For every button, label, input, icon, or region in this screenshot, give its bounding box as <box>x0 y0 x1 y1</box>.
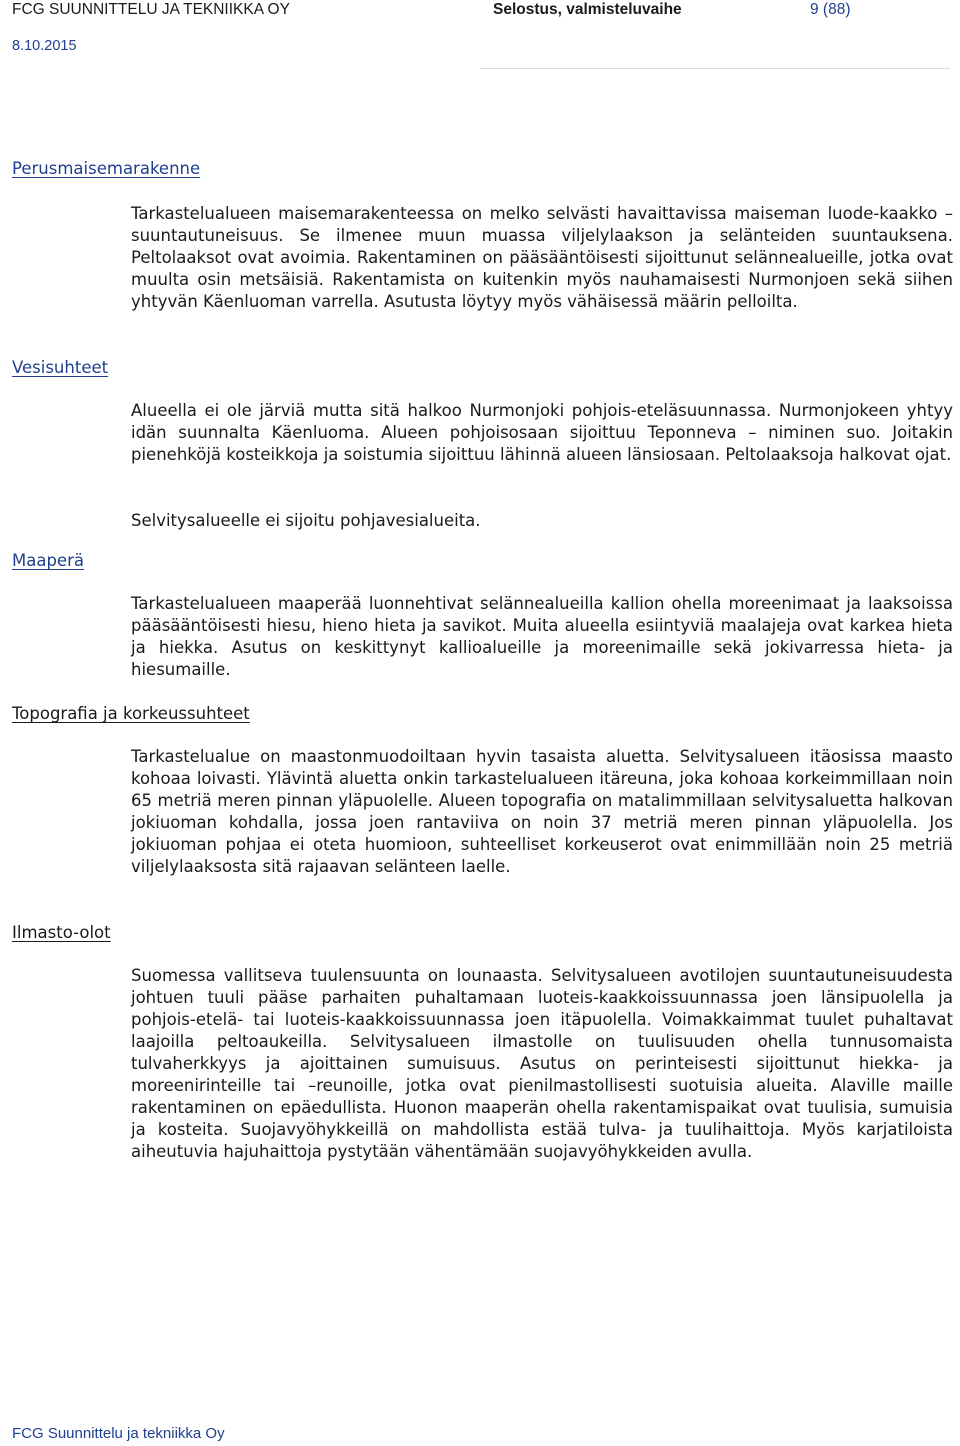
section-heading-maapera: Maaperä <box>12 551 84 570</box>
header-company: FCG SUUNNITTELU JA TEKNIIKKA OY <box>12 1 290 18</box>
header-divider <box>480 68 950 69</box>
section-heading-ilmasto-olot: Ilmasto-olot <box>12 923 111 942</box>
paragraph-ilmasto-olot: Suomessa vallitseva tuulensuunta on lounaasta. Selvitysalueen avotilojen suuntautuneisuudesta johtuen tuuli pääse parhaiten puhaltamaan luoteis-kaakkoissuunnassa joen länsipuolella ja pohjois-etelä- tai luoteis-kaakkoissuunnassa joen itäpuolella. Voimakkaimmat tuulet puhaltavat laajoilla peltoaukeilla. Selvitysalueen ilmastolle on tuulisuuden ohella tunnusomaista tulvaherkkyys ja ajoittainen sumuisuus. Asutus on perinteisesti sijoittunut hiekka- ja moreenirinteille tai –reunoille, jotka ovat pienilmastollisesti suotuisia alueita. Alaville maille rakentaminen on epäedullista. Huonon maaperän ohella rakentamispaikat ovat tuulisia, sumuisia ja kosteita. Suojavyöhykkeillä on mahdollista estää tulva- ja tuulihaittoja. Myös karjatiloista aiheutuvia hajuhaittoja pystytään vähentämään suojavyöhykkeiden avulla. <box>131 966 953 1161</box>
header-date: 8.10.2015 <box>12 38 77 54</box>
footer-company: FCG Suunnittelu ja tekniikka Oy <box>12 1425 225 1442</box>
paragraph-topografia: Tarkastelualue on maastonmuodoiltaan hyvin tasaista aluetta. Selvitysalueen itäosissa maasto kohoaa loivasti. Ylävintä aluetta onkin tarkastelualueen itäreuna, joka kohoaa korkeimmillaan noin 65 metriä meren pinnan yläpuolelle. Alueen topografia on matalimmillaan selvitysaluetta halkovan jokiuoman kohdalla, jossa joen rantaviiva on noin 37 metriä meren pinnan yläpuolella. Jos jokiuoman pohjaa ei oteta huomioon, suhteelliset korkeuserot ovat enimmillään noin 25 metriä viljelylaaksosta sitä rajaavan selänteen laelle. <box>131 747 953 876</box>
paragraph-perusmaisemarakenne: Tarkastelualueen maisemarakenteessa on melko selvästi havaittavissa maiseman luode-kaakko –suuntautuneisuus. Se ilmenee muun muassa viljelylaakson ja selänteiden suuntauksena. Peltolaaksot ovat avoimia. Rakentaminen on pääsääntöisesti sijoittunut selännealueille, jotka ovat muulta osin metsäisiä. Rakentamista on kuitenkin myös nauhamaisesti Nurmonjoen sekä siihen yhtyvän Käenluoman varrella. Asutusta löytyy myös vähäisessä määrin pelloilta. <box>131 204 953 311</box>
header-page-number: 9 (88) <box>810 1 851 18</box>
section-heading-vesisuhteet: Vesisuhteet <box>12 358 109 377</box>
paragraph-vesisuhteet-2: Selvitysalueelle ei sijoitu pohjavesialueita. <box>131 511 481 530</box>
paragraph-vesisuhteet-1: Alueella ei ole järviä mutta sitä halkoo Nurmonjoki pohjois-eteläsuunnassa. Nurmonjokeen yhtyy idän suunnalta Käenluoma. Alueen pohjoisosaan sijoittuu Teponneva – niminen suo. Joitakin pienehköjä kosteikkoja ja soistumia sijoittuu lähinnä alueen länsiosaan. Peltolaaksoja halkovat ojat. <box>131 401 953 464</box>
section-heading-perusmaisemarakenne: Perusmaisemarakenne <box>12 159 201 178</box>
header-document-title: Selostus, valmisteluvaihe <box>493 1 682 18</box>
paragraph-maapera: Tarkastelualueen maaperää luonnehtivat selännealueilla kallion ohella moreenimaat ja laaksoissa pääsääntöisesti hiesu, hieno hieta ja savikot. Muita alueella esiintyviä maalajeja ovat karkea hieta ja hiekka. Asutus on keskittynyt kallioalueille ja moreenimaille sekä jokivarressa hieta- ja hiesumaille. <box>131 594 953 679</box>
section-heading-topografia: Topografia ja korkeussuhteet <box>12 704 250 723</box>
